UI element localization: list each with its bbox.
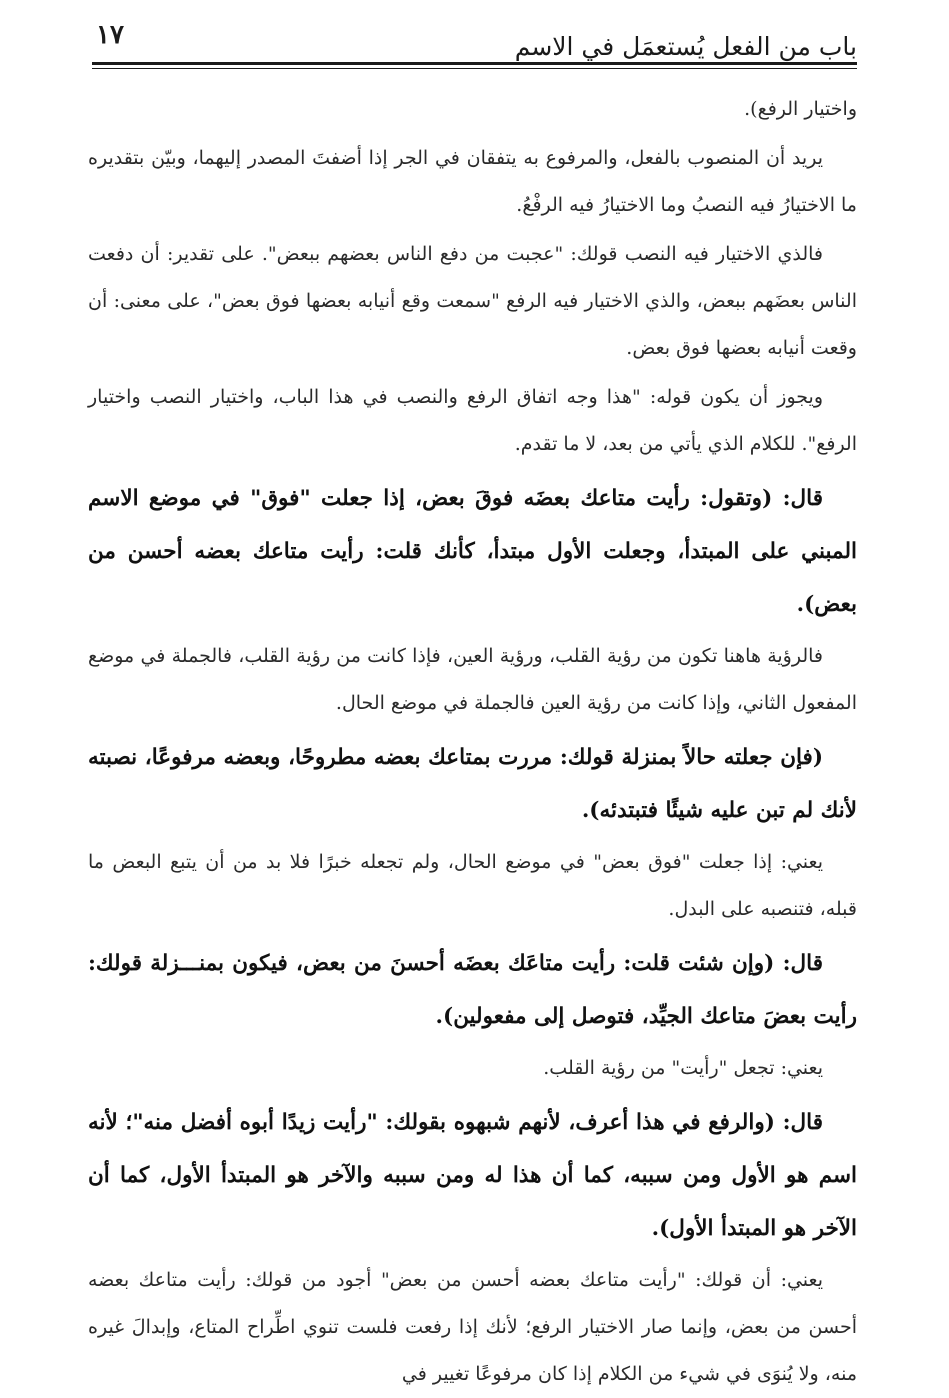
commentary-paragraph: يعني: إذا جعلت "فوق بعض" في موضع الحال، ولم تجعله خبرًا فلا بد من أن يتبع البعض ما قبله، فتنصبه على البدل.	[88, 851, 857, 920]
commentary-paragraph: ويجوز أن يكون قوله: "هذا وجه اتفاق الرفع والنصب في هذا الباب، واختيار النصب واختيار الرفع". للكلام الذي يأتي من بعد، لا ما تقدم.	[88, 386, 857, 455]
header-rule-thin	[92, 68, 857, 69]
commentary-paragraph: يريد أن المنصوب بالفعل، والمرفوع به يتفقان في الجر إذا أضفتَ المصدر إليهما، وبيّن بتقديره ما الاختيارُ فيه النصبُ وما الاختيارُ فيه الرفْعُ.	[88, 147, 857, 216]
quoted-text-paragraph: قال: (والرفع في هذا أعرف، لأنهم شبهوه بقولك: "رأيت زيدًا أبوه أفضل منه"؛ لأنه اسم هو الأول ومن سببه، كما أن هذا له ومن سببه والآخر هو المبتدأ الأول، كما أن الآخر هو المبتدأ الأول).	[88, 1110, 857, 1241]
running-title: باب من الفعل يُستعمَل في الاسم	[514, 32, 857, 61]
page-header	[88, 18, 857, 68]
commentary-paragraph: فالرؤية هاهنا تكون من رؤية القلب، ورؤية العين، فإذا كانت من رؤية القلب، فالجملة في موضع المفعول الثاني، وإذا كانت من رؤية العين فالجملة في موضع الحال.	[88, 645, 857, 714]
commentary-paragraph: يعني: تجعل "رأيت" من رؤية القلب.	[543, 1057, 823, 1079]
commentary-paragraph: يعني: أن قولك: "رأيت متاعك بعضه أحسن من بعض" أجود من قولك: رأيت متاعك بعضه أحسن من بعض، وإنما صار الاختيار الرفع؛ لأنك إذا رفعت فلست تنوي اطِّراح المتاع، وإبدالَ غيره منه، ولا يُنوَى في شيء من الكلام إذا كان مرفوعًا تغيير في	[88, 1269, 857, 1385]
quoted-text-paragraph: قال: (وتقول: رأيت متاعك بعضَه فوقَ بعض، إذا جعلت "فوق" في موضع الاسم المبني على المبتدأ، وجعلت الأول مبتدأ، كأنك قلت: رأيت متاعك بعضه أحسن من بعض).	[88, 486, 857, 617]
page-body	[88, 86, 857, 1398]
page-number: ١٧	[96, 20, 124, 50]
commentary-paragraph: فالذي الاختيار فيه النصب قولك: "عجبت من دفع الناس بعضهم ببعض". على تقدير: أن دفعت الناس بعضَهم ببعض، والذي الاختيار فيه الرفع "سمعت وقع أنيابه بعضها فوق بعض"، على معنى: أن وقعت أنيابه بعضها فوق بعض.	[88, 243, 857, 359]
quoted-text-paragraph: قال: (وإن شئت قلت: رأيت متاعَك بعضَه أحسنَ من بعض، فيكون بمنـــزلة قولك: رأيت بعضَ متاعك الجيِّد، فتوصل إلى مفعولين).	[88, 951, 857, 1029]
header-rule-thick	[92, 62, 857, 65]
quoted-text-paragraph: (فإن جعلته حالاً بمنزلة قولك: مررت بمتاعك بعضه مطروحًا، وبعضه مرفوعًا، نصبته لأنك لم تبن عليه شيئًا فتبتدئه).	[88, 745, 857, 823]
commentary-paragraph: واختيار الرفع).	[744, 98, 857, 120]
